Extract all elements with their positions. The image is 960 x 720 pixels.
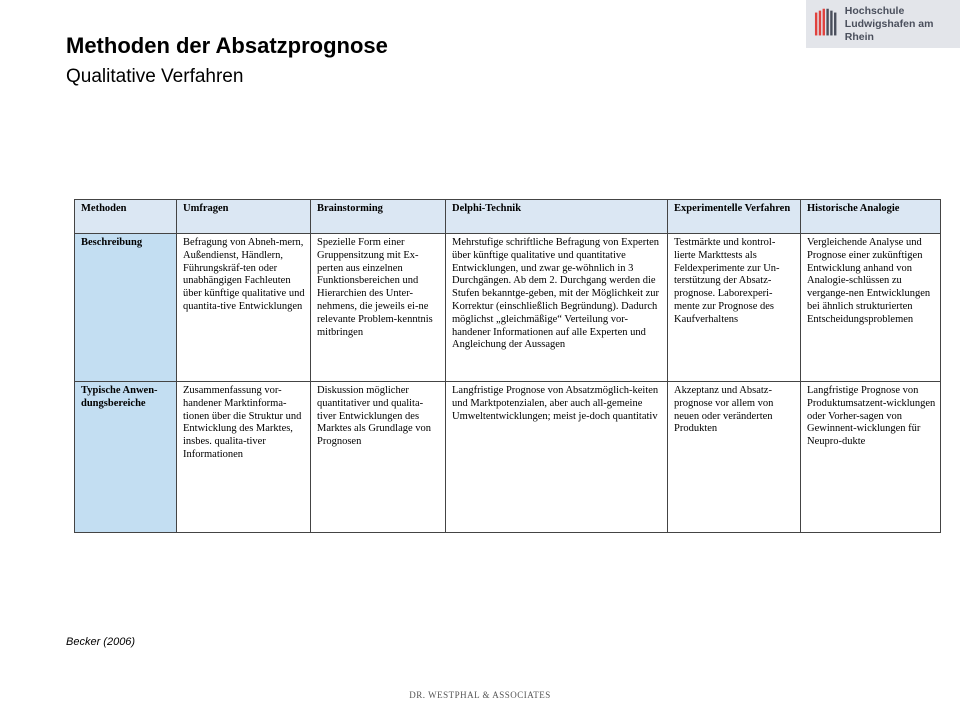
table-cell: Diskussion möglicher quantitativer und qualita-tiver Entwicklungen des Marktes als Grundlage von Prognosen [311, 382, 446, 533]
table-cell: Spezielle Form einer Gruppensitzung mit Ex-perten aus einzelnen Funktionsbereichen und Hierarchien des Unter-nehmens, die jeweils ei-ne relevante Problem-kenntnis mitbringen [311, 234, 446, 382]
logo-mark-icon [814, 6, 839, 42]
header-cell-historische: Historische Analogie [801, 200, 941, 234]
slide-subtitle: Qualitative Verfahren [66, 66, 244, 87]
row-label-anwendungsbereiche: Typische Anwen-dungsbereiche [75, 382, 177, 533]
header-cell-experimentelle: Experimentelle Verfahren [668, 200, 801, 234]
table-cell: Langfristige Prognose von Produktumsatzent-wicklungen oder Vorher-sagen von Gewinnent-wicklungen für Neupro-dukte [801, 382, 941, 533]
header-cell-brainstorming: Brainstorming [311, 200, 446, 234]
table-row [75, 234, 941, 382]
table-cell: Mehrstufige schriftliche Befragung von Experten über künftige qualitative und quantitative Entwicklungen, und zwar ge-wöhnlich in 3 Durchgängen. Ab dem 2. Durchgang werden die Stufen bekanntge-geben, mit der Möglichkeit zur Korrektur (einschließlich Begründung). Dadurch möglichst „gleichmäßige“ Verteilung vor-handener Informationen auf alle Experten und Angleichung der Aussagen [446, 234, 668, 382]
logo-line-2: Ludwigshafen am Rhein [844, 17, 934, 43]
row-label-beschreibung: Beschreibung [75, 234, 177, 382]
table-cell: Befragung von Abneh-mern, Außendienst, Händlern, Führungskräf-ten oder unabhängigen Fachleuten über künftige qualitative und quantita-tive Entwicklungen [177, 234, 311, 382]
table-cell: Akzeptanz und Absatz-prognose vor allem von neuen oder veränderten Produkten [668, 382, 801, 533]
header-cell-umfragen: Umfragen [177, 200, 311, 234]
source-citation: Becker (2006) [66, 636, 136, 648]
table-cell: Zusammenfassung vor-handener Marktinforma-tionen über die Struktur und Entwicklung des Marktes, insbes. qualita-tiver Informationen [177, 382, 311, 533]
table-header-row [75, 200, 941, 234]
footer-text: DR. WESTPHAL & ASSOCIATES [409, 690, 551, 700]
table-cell: Testmärkte und kontrol-lierte Markttests als Feldexperimente zur Un-terstützung der Absatz-prognose. Laborexperi-mente zur Prognose des Kaufverhaltens [668, 234, 801, 382]
table-cell: Langfristige Prognose von Absatzmöglich-keiten und Marktpotenzialen, aber auch all-gemeine Umweltentwicklungen; meist je-doch quantitativ [446, 382, 668, 533]
logo-line-1: Hochschule [844, 4, 905, 17]
university-logo [806, 0, 960, 48]
table-cell: Vergleichende Analyse und Prognose einer zukünftigen Entwicklung anhand von Analogie-schlüssen zu vergange-nen Entwicklungen bei ähnlich strukturierten Entscheidungsproblemen [801, 234, 941, 382]
slide-title: Methoden der Absatzprognose [66, 33, 388, 58]
table-row [75, 382, 941, 533]
header-cell-methoden: Methoden [75, 200, 177, 234]
methods-table [74, 199, 940, 533]
header-cell-delphi: Delphi-Technik [446, 200, 668, 234]
